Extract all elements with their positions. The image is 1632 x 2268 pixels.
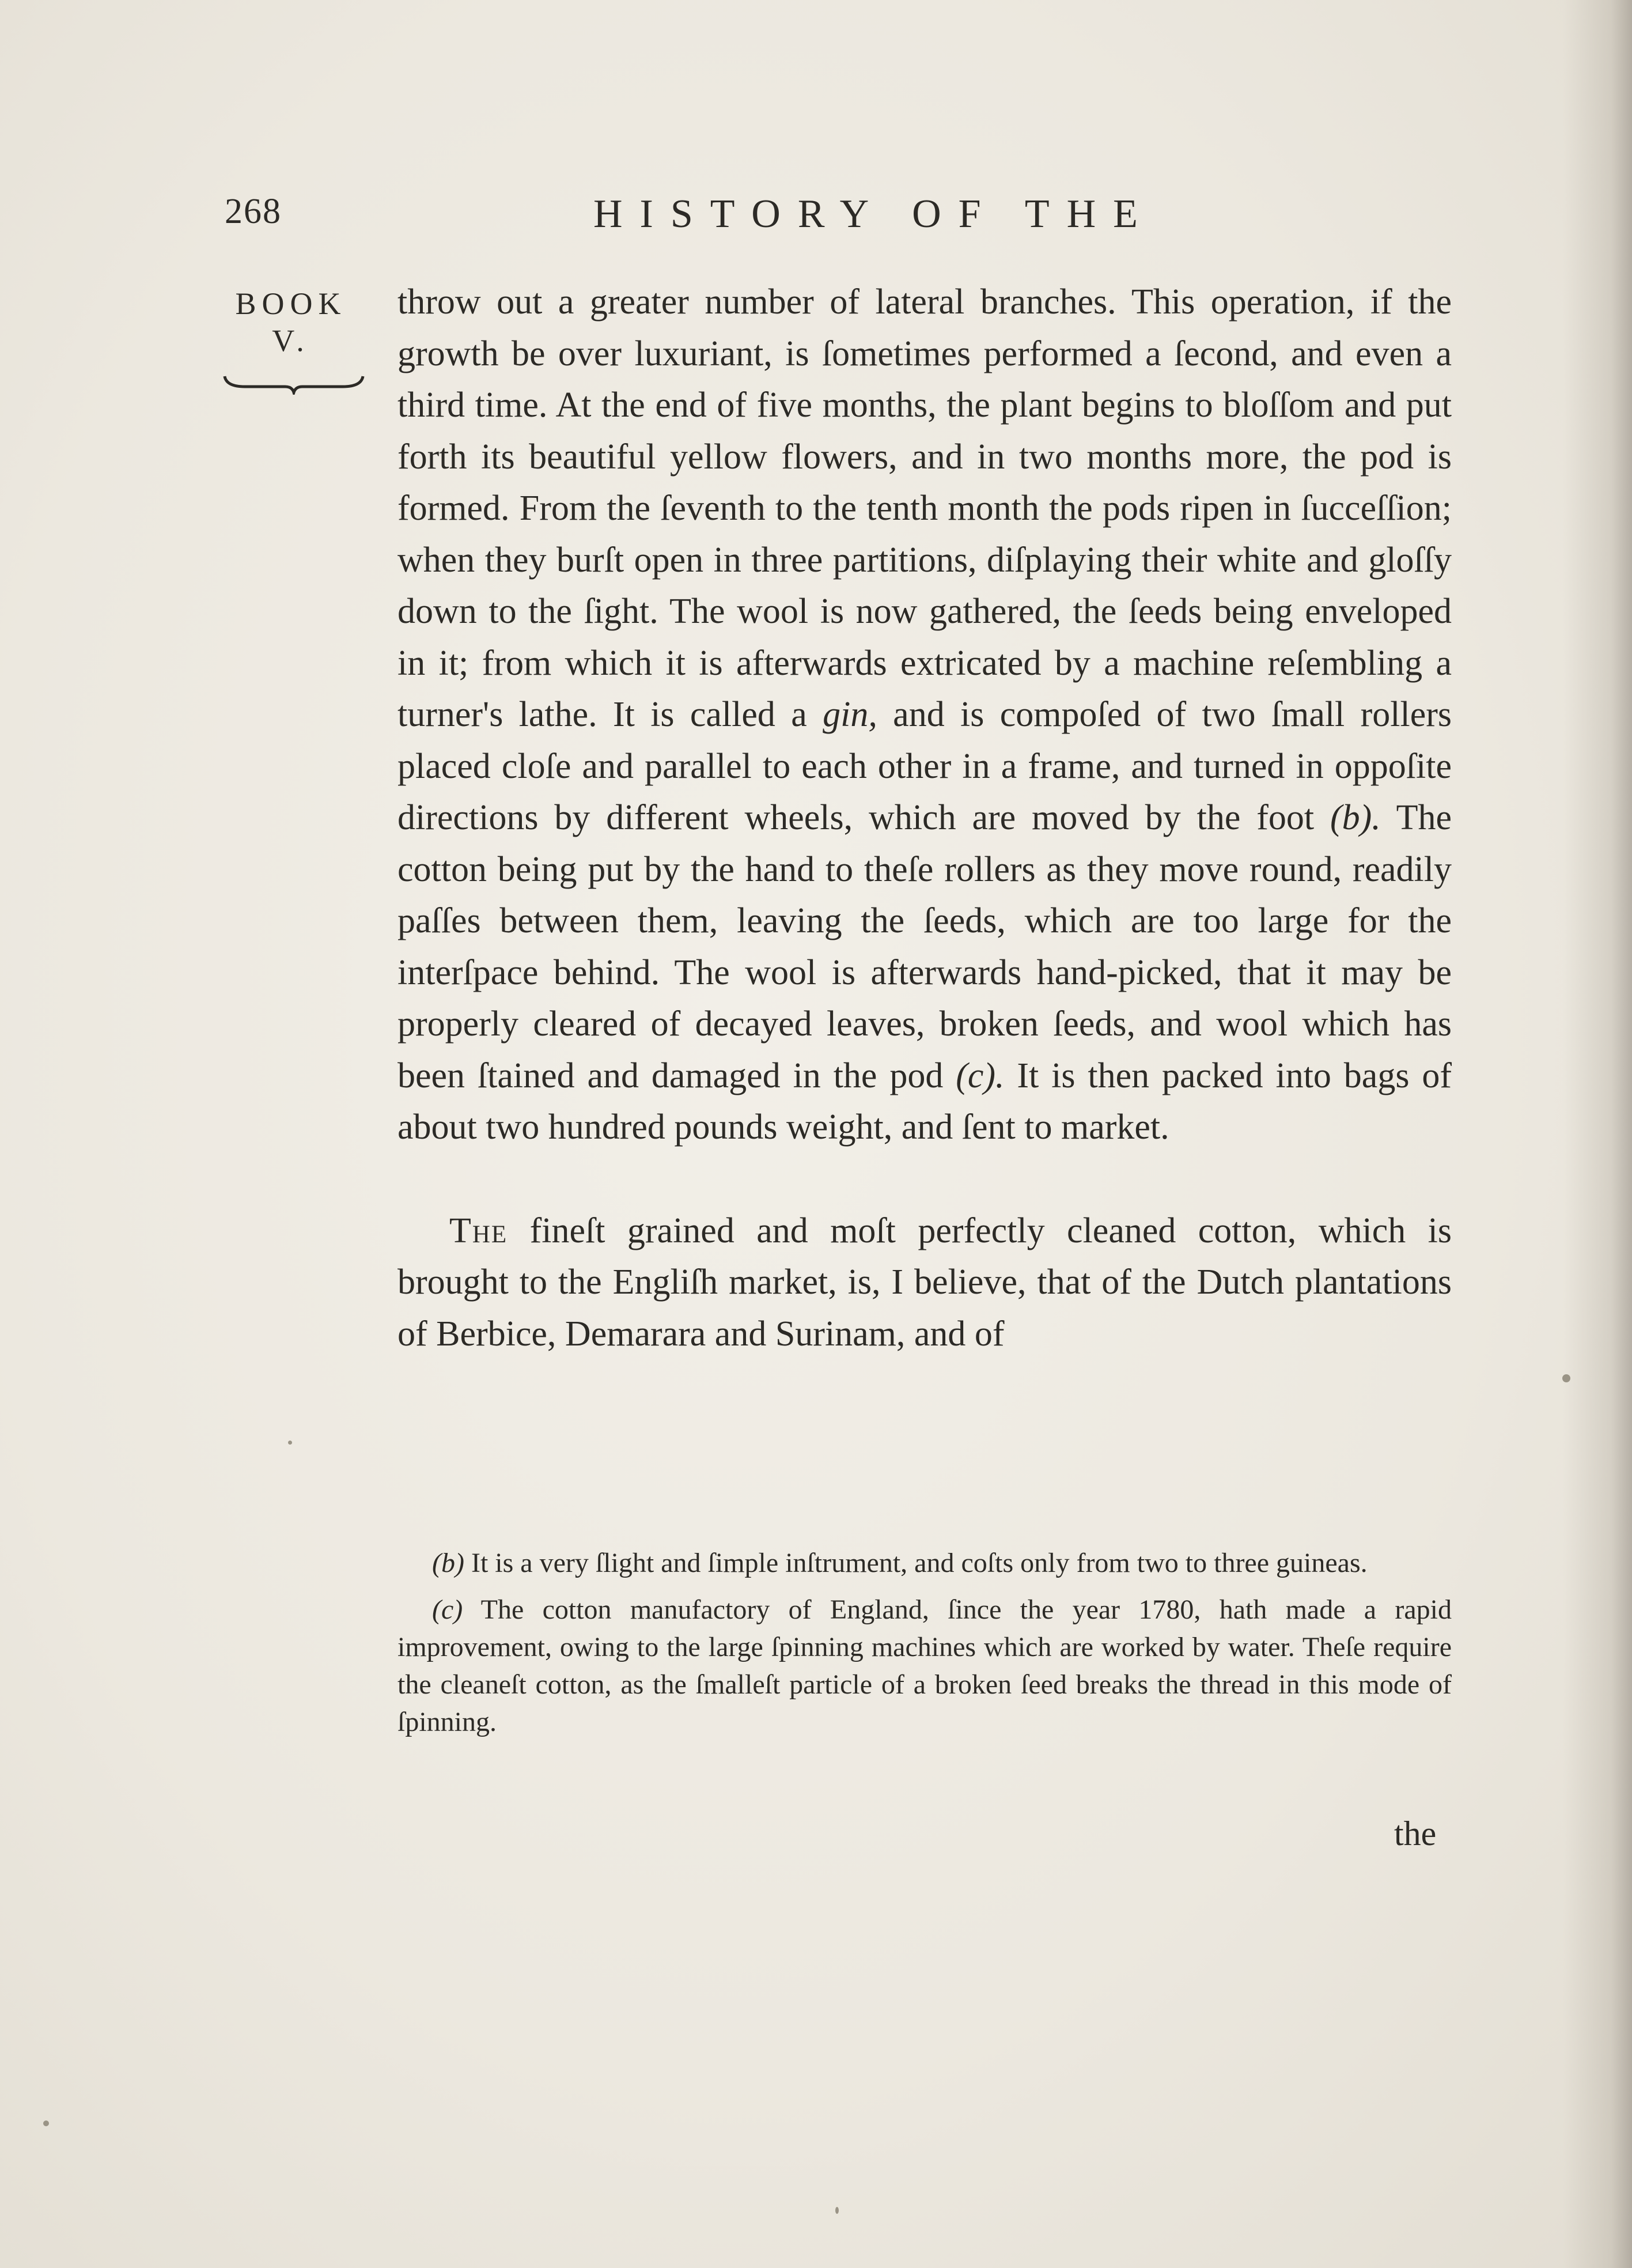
footnote-ref-b: (b). <box>1330 798 1381 837</box>
paragraph-1: throw out a greater number of lateral branches. This operation, if the growth be over luxuriant, is ſometimes performed a ſecond, and even a third time. At the end of five months, the plant begins to bloſſom and put forth its beautiful yellow flowers, and in two months more, the pod is formed. From the ſeventh to the tenth month the pods ripen in ſucceſſion; when they burſt open in three partitions, diſplaying their white and gloſſy down to the ſight. The wool is now gathered, the ſeeds being enveloped in it; from which it is afterwards extricated by a machine reſembling a turner's lathe. It is called a gin, and is compoſed of two ſmall rollers placed cloſe and parallel to each other in a frame, and turned in oppoſite directions by different wheels, which are moved by the foot (b). The cotton being put by the hand to theſe rollers as they move round, readily paſſes between them, leaving the ſeeds, which are too large for the interſpace behind. The wool is afterwards hand-picked, that it may be properly cleared of decayed leaves, broken ſeeds, and wool which has been ſtained and damaged in the pod (c). It is then packed into bags of about two hundred pounds weight, and ſent to market. <box>397 282 1452 1147</box>
page-header <box>225 186 1290 249</box>
brace-ornament <box>222 372 366 395</box>
main-text <box>397 277 1452 1360</box>
footnote-c: (c) The cotton manufactory of England, ſince the year 1780, hath made a rapid improvement, owing to the large ſpinning machines which are worked by water. Theſe require the cleaneſt cotton, as the ſmalleſt particle of a broken ſeed breaks the thread in this mode of ſpinning. <box>397 1594 1452 1737</box>
running-head: HISTORY OF THE <box>593 192 1155 236</box>
paper-speck <box>288 1441 292 1445</box>
footnote-b: (b) It is a very ſlight and ſimple inſtrument, and coſts only from two to three guineas. <box>432 1548 1368 1578</box>
margin-note-volume: V. <box>272 323 310 358</box>
footnotes <box>397 1544 1452 1750</box>
margin-note-book: BOOK <box>235 286 347 321</box>
margin-note <box>219 285 363 359</box>
paper-speck <box>835 2207 839 2214</box>
term-gin: gin, <box>823 695 877 734</box>
paragraph-2: The fineſt grained and moſt perfectly cleaned cotton, which is brought to the Engliſh market, is, I believe, that of the Dutch plantations of Berbice, Demarara and Surinam, and of <box>397 1211 1452 1354</box>
footnote-b-marker: (b) <box>432 1548 464 1578</box>
footnote-ref-c: (c). <box>956 1056 1005 1095</box>
paragraph-2-lead: The <box>449 1211 508 1250</box>
page-edge-shadow <box>1563 0 1632 2268</box>
paper-speck <box>1562 1374 1570 1382</box>
paper-speck <box>43 2120 49 2126</box>
catchword: the <box>1394 1815 1437 1853</box>
page-number: 268 <box>225 192 282 231</box>
footnote-c-marker: (c) <box>432 1594 463 1625</box>
